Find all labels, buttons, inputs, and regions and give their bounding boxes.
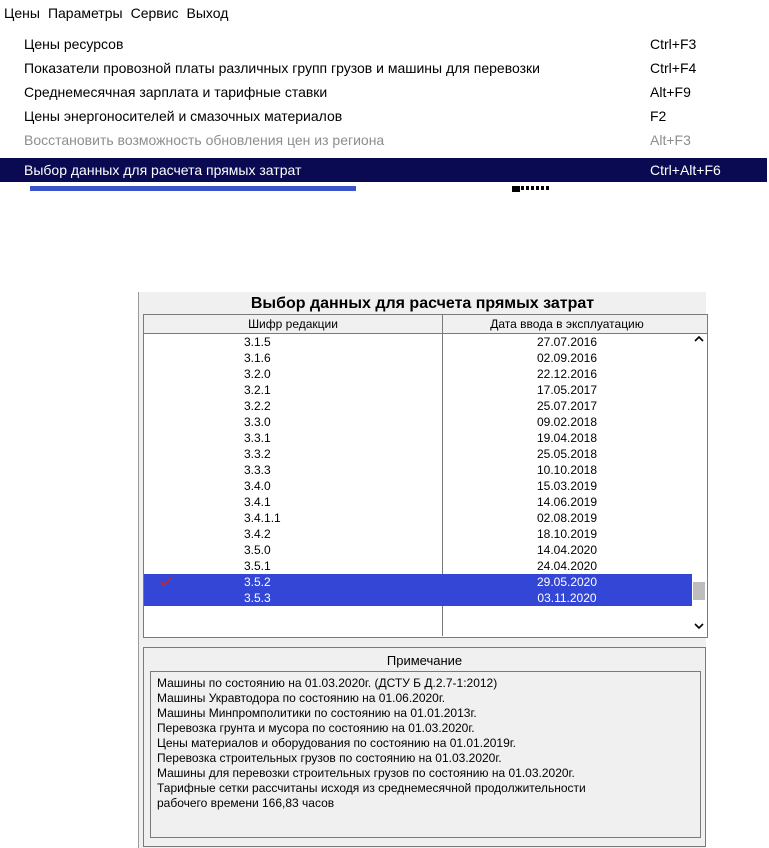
background-window-fragment	[30, 186, 356, 191]
dialog-title: Выбор данных для расчета прямых затрат	[250, 295, 595, 312]
edition-date: 24.04.2020	[536, 559, 598, 573]
edition-date: 25.05.2018	[536, 447, 598, 461]
table-row[interactable]	[144, 382, 692, 398]
edition-date: 03.11.2020	[537, 591, 597, 605]
edition-date: 18.10.2019	[536, 527, 598, 541]
chevron-up-icon[interactable]	[692, 334, 706, 348]
menu-service[interactable]: Сервис	[130, 5, 179, 21]
edition-code: 3.5.3	[244, 591, 271, 605]
menu-item-shortcut: Alt+F9	[650, 84, 691, 100]
menu-item-label: Восстановить возможность обновления цен из региона	[24, 132, 385, 148]
menu-item-label: Цены энергоносителей и смазочных материалов	[24, 108, 343, 124]
edition-date: 29.05.2020	[536, 575, 598, 589]
table-row[interactable]	[144, 350, 692, 366]
notes-text-box[interactable]	[150, 671, 701, 838]
edition-date: 10.10.2018	[536, 463, 598, 477]
edition-date: 02.08.2019	[536, 511, 598, 525]
scrollbar-thumb[interactable]	[693, 582, 705, 600]
note-line: Машины Минпромполитики по состоянию на 01.01.2013г.	[157, 706, 477, 720]
edition-date: 27.07.2016	[536, 335, 598, 349]
note-line: рабочего времени 166,83 часов	[157, 796, 335, 810]
menu-item-label: Среднемесячная зарплата и тарифные ставки	[24, 84, 328, 100]
menu-item-direct-cost-data[interactable]	[0, 158, 767, 182]
note-line: Машины для перевозки строительных грузов по состоянию на 01.03.2020г.	[157, 766, 575, 780]
table-row[interactable]	[144, 542, 692, 558]
edition-code: 3.1.6	[244, 351, 271, 365]
table-row[interactable]	[144, 558, 692, 574]
table-row[interactable]	[144, 398, 692, 414]
edition-code: 3.5.0	[244, 543, 271, 557]
edition-code: 3.3.3	[244, 463, 271, 477]
table-row[interactable]	[144, 334, 692, 350]
vertical-scrollbar[interactable]	[692, 334, 706, 636]
edition-code: 3.1.5	[244, 335, 271, 349]
note-line: Машины по состоянию на 01.03.2020г. (ДСТУ Б Д.2.7-1:2012)	[157, 676, 498, 690]
edition-date: 09.02.2018	[536, 415, 598, 429]
table-row[interactable]	[144, 590, 692, 606]
edition-code: 3.2.0	[244, 367, 271, 381]
note-line: Тарифные сетки рассчитаны исходя из среднемесячной продолжительности	[157, 781, 586, 795]
table-row[interactable]	[144, 574, 692, 590]
table-row[interactable]	[144, 414, 692, 430]
direct-cost-data-dialog	[138, 292, 706, 848]
table-row[interactable]	[144, 510, 692, 526]
table-row[interactable]	[144, 366, 692, 382]
note-line: Перевозка грунта и мусора по состоянию на 01.03.2020г.	[157, 721, 475, 735]
menu-item-shortcut: Ctrl+F4	[650, 60, 697, 76]
edition-code: 3.4.1.1	[244, 511, 281, 525]
table-row[interactable]	[144, 430, 692, 446]
menu-prices[interactable]: Цены	[4, 5, 40, 21]
edition-code: 3.2.1	[244, 383, 271, 397]
edition-date: 15.03.2019	[536, 479, 598, 493]
table-row[interactable]	[144, 478, 692, 494]
notes-panel	[143, 647, 706, 847]
menu-item-label: Цены ресурсов	[24, 36, 124, 52]
menu-item-shortcut: Ctrl+F3	[650, 36, 697, 52]
note-line: Перевозка строительных грузов по состоянию на 01.03.2020г.	[157, 751, 502, 765]
edition-date: 19.04.2018	[536, 431, 598, 445]
menu-item-resource-prices[interactable]	[0, 32, 767, 56]
edition-date: 14.06.2019	[536, 495, 598, 509]
menu-item-shortcut: Alt+F3	[650, 132, 691, 148]
edition-date: 22.12.2016	[536, 367, 598, 381]
edition-date: 25.07.2017	[536, 399, 598, 413]
edition-code: 3.3.1	[244, 431, 271, 445]
grid-rows	[144, 334, 692, 636]
table-row[interactable]	[144, 462, 692, 478]
note-line: Машины Укравтодора по состоянию на 01.06.2020г.	[157, 691, 446, 705]
edition-date: 14.04.2020	[536, 543, 598, 557]
checkmark-icon	[160, 577, 172, 587]
edition-date: 17.05.2017	[536, 383, 598, 397]
table-row[interactable]	[144, 446, 692, 462]
background-window-fragment	[521, 186, 551, 190]
menu-item-salary-rates[interactable]	[0, 80, 767, 104]
menu-item-freight-rates[interactable]	[0, 56, 767, 80]
column-header-date[interactable]: Дата ввода в эксплуатацию	[490, 317, 644, 331]
edition-code: 3.4.0	[244, 479, 271, 493]
menu-parameters[interactable]: Параметры	[47, 5, 123, 21]
table-row[interactable]	[144, 526, 692, 542]
menu-item-label: Показатели провозной платы различных групп грузов и машины для перевозки	[24, 60, 540, 76]
table-row[interactable]	[144, 494, 692, 510]
edition-code: 3.4.1	[244, 495, 271, 509]
menu-item-shortcut: F2	[650, 108, 667, 124]
menu-exit[interactable]: Выход	[186, 5, 229, 21]
menu-item-restore-region-update	[0, 128, 767, 152]
menu-bar	[0, 0, 769, 26]
edition-date: 02.09.2016	[536, 351, 598, 365]
menu-item-energy-prices[interactable]	[0, 104, 767, 128]
edition-code: 3.3.2	[244, 447, 271, 461]
editions-grid	[143, 314, 708, 638]
column-header-code[interactable]: Шифр редакции	[144, 315, 443, 333]
menu-item-shortcut: Ctrl+Alt+F6	[650, 162, 721, 178]
menu-item-label: Выбор данных для расчета прямых затрат	[24, 162, 302, 178]
edition-code: 3.5.2	[244, 575, 271, 589]
grid-header	[144, 315, 707, 334]
edition-code: 3.5.1	[244, 559, 271, 573]
edition-code: 3.2.2	[244, 399, 271, 413]
background-window-fragment	[512, 186, 520, 192]
chevron-down-icon[interactable]	[692, 621, 706, 635]
prices-dropdown-menu	[0, 28, 767, 186]
edition-code: 3.3.0	[244, 415, 271, 429]
edition-code: 3.4.2	[244, 527, 271, 541]
notes-title: Примечание	[386, 653, 463, 668]
note-line: Цены материалов и оборудования по состоянию на 01.01.2019г.	[157, 736, 517, 750]
